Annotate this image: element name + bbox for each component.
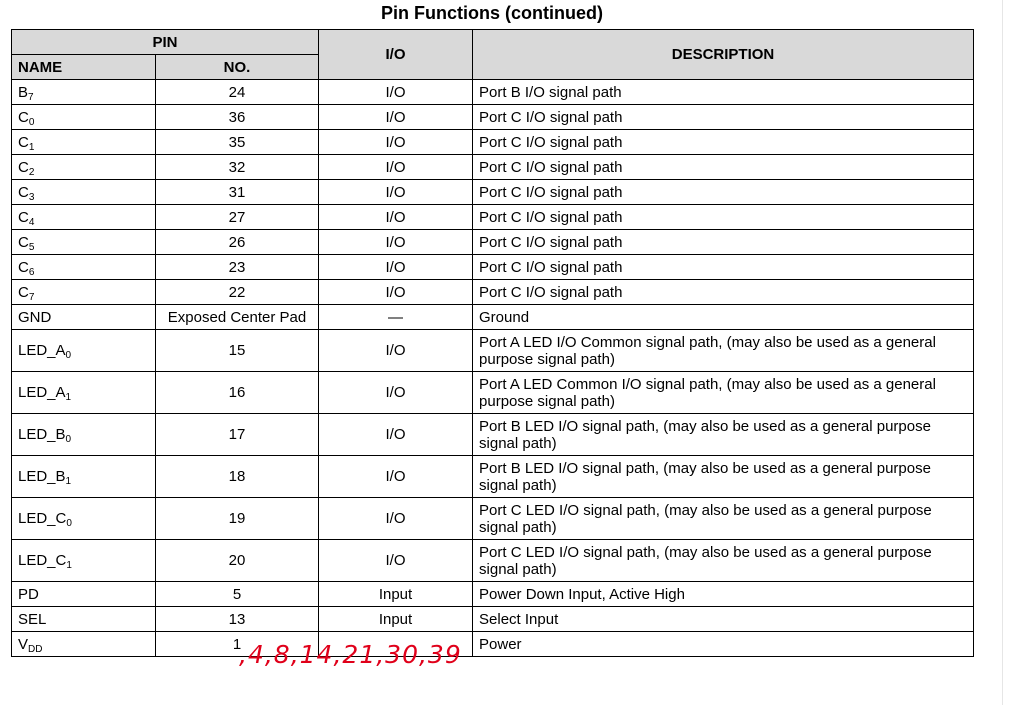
pin-name-cell (12, 155, 156, 180)
pin-name-subscript: 6 (28, 266, 35, 278)
pin-io-type: I/O (319, 330, 473, 372)
table-body (12, 80, 974, 657)
pin-name-subscript: 5 (28, 241, 35, 253)
pin-name: GND (18, 308, 52, 326)
pin-name-subscript: 1 (65, 476, 72, 487)
pin-name-cell (12, 105, 156, 130)
pin-name: C (18, 133, 29, 151)
pin-name-subscript: 1 (65, 392, 72, 403)
pin-name: PD (18, 585, 39, 603)
pin-number: 1 (156, 632, 319, 657)
header-io: I/O (319, 30, 473, 80)
page-edge-rule (1002, 0, 1003, 705)
pin-io-type: I/O (319, 540, 473, 582)
pin-description: Select Input (473, 607, 974, 632)
pin-name-cell (12, 582, 156, 607)
pin-number: 17 (156, 414, 319, 456)
pin-number: 27 (156, 205, 319, 230)
pin-name-subscript: 0 (28, 116, 35, 128)
table-row (12, 255, 974, 280)
pin-name-subscript: 0 (66, 518, 72, 529)
pin-number: 5 (156, 582, 319, 607)
pin-name-cell (12, 372, 156, 414)
pin-description: Port C I/O signal path (473, 105, 974, 130)
pin-number: 19 (156, 498, 319, 540)
pin-number: 20 (156, 540, 319, 582)
pin-number: 15 (156, 330, 319, 372)
pin-functions-table (11, 29, 974, 657)
pin-name-cell (12, 80, 156, 105)
table-row (12, 330, 974, 372)
pin-name-cell (12, 280, 156, 305)
pin-name-subscript: 0 (65, 434, 72, 445)
pin-name: LED_C (18, 552, 67, 569)
pin-name: V (18, 635, 29, 653)
pin-io-type: I/O (319, 130, 473, 155)
pin-number: 16 (156, 372, 319, 414)
pin-name: C (18, 108, 29, 126)
pin-description: Port C I/O signal path (473, 230, 974, 255)
table-row (12, 414, 974, 456)
pin-number: 36 (156, 105, 319, 130)
pin-number: 18 (156, 456, 319, 498)
pin-name-cell (12, 130, 156, 155)
pin-number: 35 (156, 130, 319, 155)
pin-name-subscript: 4 (28, 216, 35, 228)
pin-name: LED_B (18, 468, 66, 485)
pin-name-cell (12, 540, 156, 582)
pin-description: Port B I/O signal path (473, 80, 974, 105)
pin-name-cell (12, 632, 156, 657)
pin-io-type: I/O (319, 80, 473, 105)
table-row (12, 607, 974, 632)
pin-name-subscript: 1 (28, 141, 35, 153)
pin-name: SEL (18, 610, 47, 628)
table-row (12, 540, 974, 582)
pin-name-subscript: 7 (28, 91, 34, 103)
pin-name-cell (12, 305, 156, 330)
pin-io-type: I/O (319, 155, 473, 180)
pin-name-subscript: 2 (28, 166, 35, 178)
pin-name-subscript: DD (28, 643, 43, 655)
table-row (12, 80, 974, 105)
pin-name: C (18, 158, 29, 176)
pin-io-type: — (319, 305, 473, 330)
pin-name-subscript: 1 (66, 560, 72, 571)
pin-name: C (18, 283, 29, 301)
header-pin: PIN (12, 30, 319, 55)
pin-number: Exposed Center Pad (156, 305, 319, 330)
pin-io-type: I/O (319, 205, 473, 230)
header-name: NAME (12, 55, 156, 80)
pin-io-type: Input (319, 582, 473, 607)
pin-name-cell (12, 230, 156, 255)
pin-description: Port C LED I/O signal path, (may also be used as a general purpose signal path) (473, 498, 974, 540)
pin-io-type: Input (319, 607, 473, 632)
pin-description: Port C LED I/O signal path, (may also be used as a general purpose signal path) (473, 540, 974, 582)
header-description: DESCRIPTION (473, 30, 974, 80)
pin-description: Port A LED I/O Common signal path, (may also be used as a general purpose signal path) (473, 330, 974, 372)
pin-description: Port C I/O signal path (473, 255, 974, 280)
pin-name-subscript: 3 (28, 191, 35, 203)
header-number: NO. (156, 55, 319, 80)
pin-io-type: I/O (319, 180, 473, 205)
pin-description: Ground (473, 305, 974, 330)
pin-io-type: I/O (319, 230, 473, 255)
table-row (12, 105, 974, 130)
table-row (12, 456, 974, 498)
table-row (12, 632, 974, 657)
pin-name-subscript: 7 (28, 291, 35, 303)
pin-description: Power Down Input, Active High (473, 582, 974, 607)
table-row (12, 582, 974, 607)
pin-description: Port C I/O signal path (473, 205, 974, 230)
pin-name: LED_A (18, 384, 66, 401)
table-row (12, 280, 974, 305)
pin-description: Port A LED Common I/O signal path, (may also be used as a general purpose signal path) (473, 372, 974, 414)
pin-description: Port C I/O signal path (473, 280, 974, 305)
pin-number: 32 (156, 155, 319, 180)
pin-io-type: I/O (319, 498, 473, 540)
pin-io-type: I/O (319, 255, 473, 280)
pin-name: LED_C (18, 510, 67, 527)
pin-description: Power (473, 632, 974, 657)
table-row (12, 372, 974, 414)
pin-number: 23 (156, 255, 319, 280)
pin-name-cell (12, 330, 156, 372)
pin-description: Port C I/O signal path (473, 180, 974, 205)
pin-name: LED_B (18, 426, 66, 443)
pin-number: 13 (156, 607, 319, 632)
pin-io-type: I/O (319, 280, 473, 305)
pin-name: C (18, 233, 29, 251)
pin-name-cell (12, 498, 156, 540)
pin-name: C (18, 183, 29, 201)
pin-description: Port B LED I/O signal path, (may also be used as a general purpose signal path) (473, 456, 974, 498)
pin-number: 22 (156, 280, 319, 305)
table-row (12, 498, 974, 540)
pin-io-type: I/O (319, 456, 473, 498)
pin-number: 24 (156, 80, 319, 105)
table-row (12, 230, 974, 255)
pin-io-type: I/O (319, 372, 473, 414)
pin-name-cell (12, 180, 156, 205)
pin-name-cell (12, 456, 156, 498)
table-row (12, 180, 974, 205)
pin-description: Port B LED I/O signal path, (may also be used as a general purpose signal path) (473, 414, 974, 456)
handwritten-pin-annotation (231, 641, 477, 669)
pin-io-type: I/O (319, 105, 473, 130)
pin-number: 26 (156, 230, 319, 255)
pin-number: 31 (156, 180, 319, 205)
table-row (12, 155, 974, 180)
pin-name-cell (12, 414, 156, 456)
handwritten-text: ,4,8,14,21,30,39 (239, 641, 462, 669)
pin-description: Port C I/O signal path (473, 155, 974, 180)
pin-name: LED_A (18, 342, 66, 359)
pin-description: Port C I/O signal path (473, 130, 974, 155)
table-row (12, 305, 974, 330)
pin-io-type: I/O (319, 414, 473, 456)
pin-name-cell (12, 205, 156, 230)
pin-name-cell (12, 255, 156, 280)
pin-name: B (18, 83, 29, 101)
pin-name-subscript: 0 (65, 350, 72, 361)
page-title: Pin Functions (continued) (381, 3, 603, 23)
table-row (12, 130, 974, 155)
table-row (12, 205, 974, 230)
pin-name: C (18, 208, 29, 226)
pin-name-cell (12, 607, 156, 632)
pin-name: C (18, 258, 29, 276)
